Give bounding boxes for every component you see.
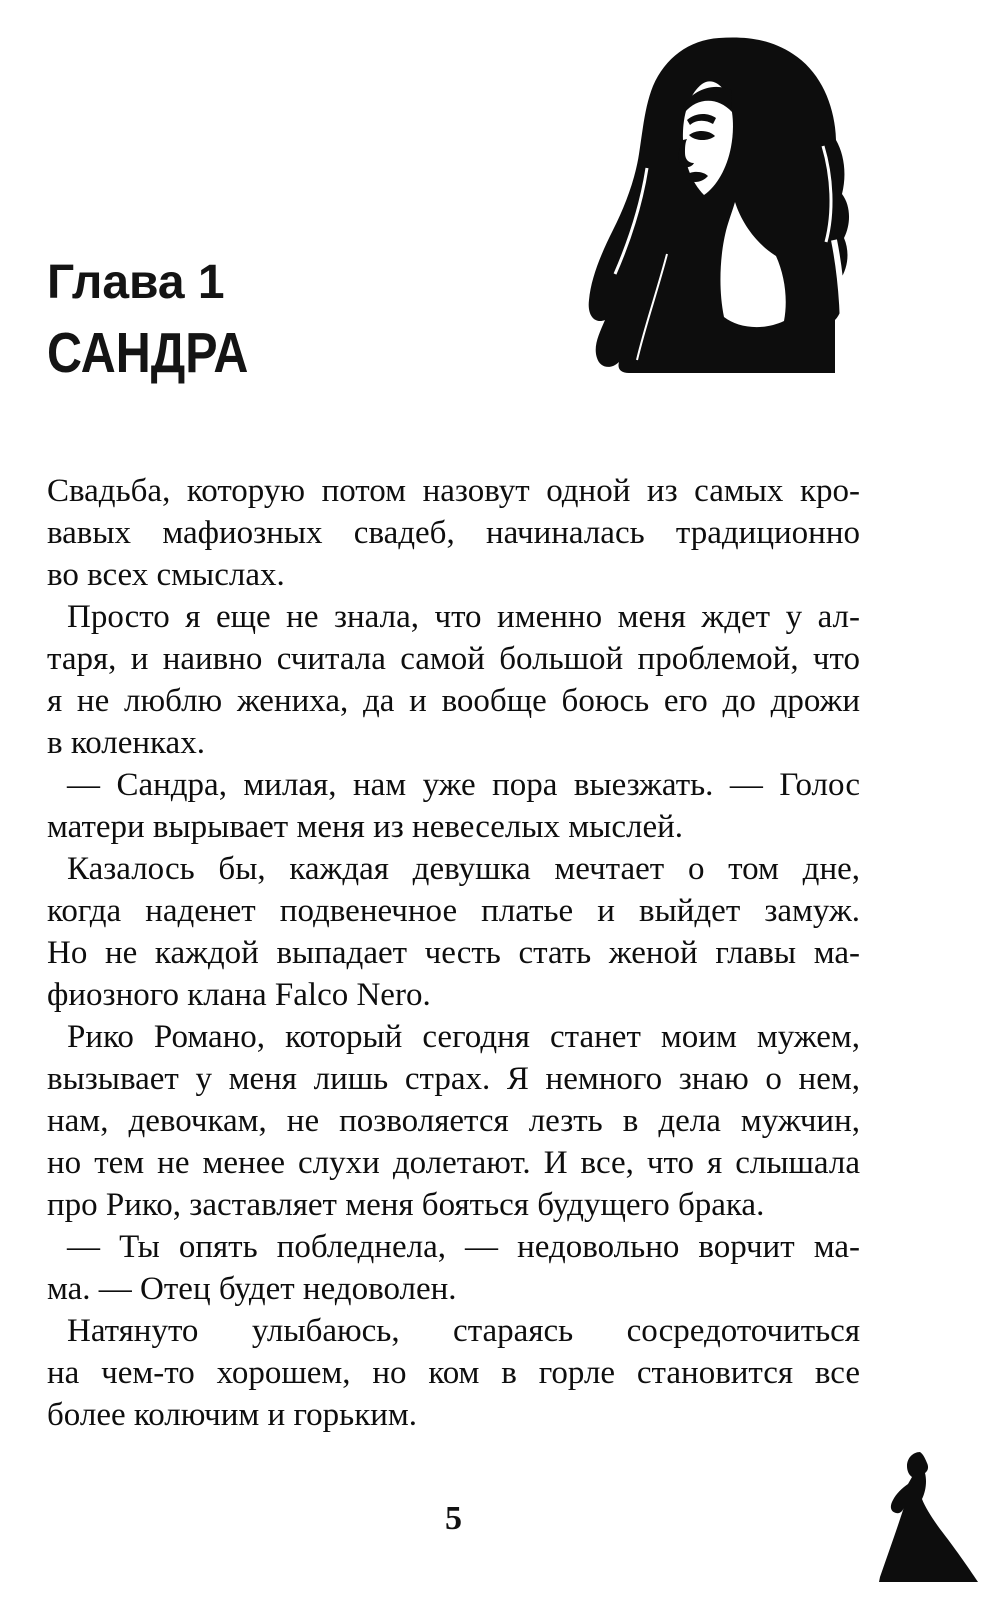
body-text: [47, 470, 860, 1436]
paragraph: [47, 1226, 860, 1310]
paragraph: [47, 848, 860, 1016]
page-number: 5: [445, 1500, 462, 1537]
text-line: я не люблю жениха, да и вообще боюсь его до дрожи: [47, 683, 860, 719]
text-line: таря, и наивно считала самой большой проблемой, что: [47, 641, 860, 677]
chapter-label: Глава 1: [47, 256, 225, 309]
text-line: Свадьба, которую потом назовут одной из самых кро-: [47, 473, 860, 509]
chapter-title: САНДРА: [47, 321, 249, 385]
paragraph: [47, 764, 860, 848]
text-line: Казалось бы, каждая девушка мечтает о том дне,: [67, 851, 860, 887]
text-line: — Сандра, милая, нам уже пора выезжать. — Голос: [67, 767, 860, 803]
chapter-heading: [47, 256, 284, 385]
text-line: Просто я еще не знала, что именно меня ждет у ал-: [67, 599, 860, 635]
woman-portrait-illustration: [585, 28, 865, 373]
text-line: фиозного клана Falco Nero.: [47, 977, 431, 1013]
text-line: в коленках.: [47, 725, 205, 761]
text-line: нам, девочкам, не позволяется лезть в дела мужчин,: [47, 1103, 860, 1139]
text-line: вызывает у меня лишь страх. Я немного знаю о нем,: [47, 1061, 860, 1097]
text-line: про Рико, заставляет меня бояться будущего брака.: [47, 1187, 765, 1223]
text-line: Рико Романо, который сегодня станет моим мужем,: [67, 1019, 860, 1055]
paragraph: [47, 1016, 860, 1226]
bride-silhouette-svg: [877, 1450, 981, 1583]
text-line: ма. — Отец будет недоволен.: [47, 1271, 457, 1307]
text-line: но тем не менее слухи долетают. И все, что я слышала: [47, 1145, 860, 1181]
paragraph: [47, 596, 860, 764]
text-line: Натянуто улыбаюсь, стараясь сосредоточиться: [67, 1313, 860, 1349]
paragraph: [47, 1310, 860, 1436]
text-line: на чем-то хорошем, но ком в горле становится все: [47, 1355, 860, 1391]
text-line: вавых мафиозных свадеб, начиналась традиционно: [47, 515, 860, 551]
bride-silhouette-illustration: [877, 1450, 981, 1583]
text-line: матери вырывает меня из невеселых мыслей.: [47, 809, 684, 845]
paragraph: [47, 470, 860, 596]
text-line: во всех смыслах.: [47, 557, 285, 593]
text-line: когда наденет подвенечное платье и выйдет замуж.: [47, 893, 860, 929]
text-line: более колючим и горьким.: [47, 1397, 418, 1433]
text-line: Но не каждой выпадает честь стать женой главы ма-: [47, 935, 860, 971]
woman-portrait-svg: [585, 28, 865, 373]
text-line: — Ты опять побледнела, — недовольно ворчит ма-: [67, 1229, 860, 1265]
